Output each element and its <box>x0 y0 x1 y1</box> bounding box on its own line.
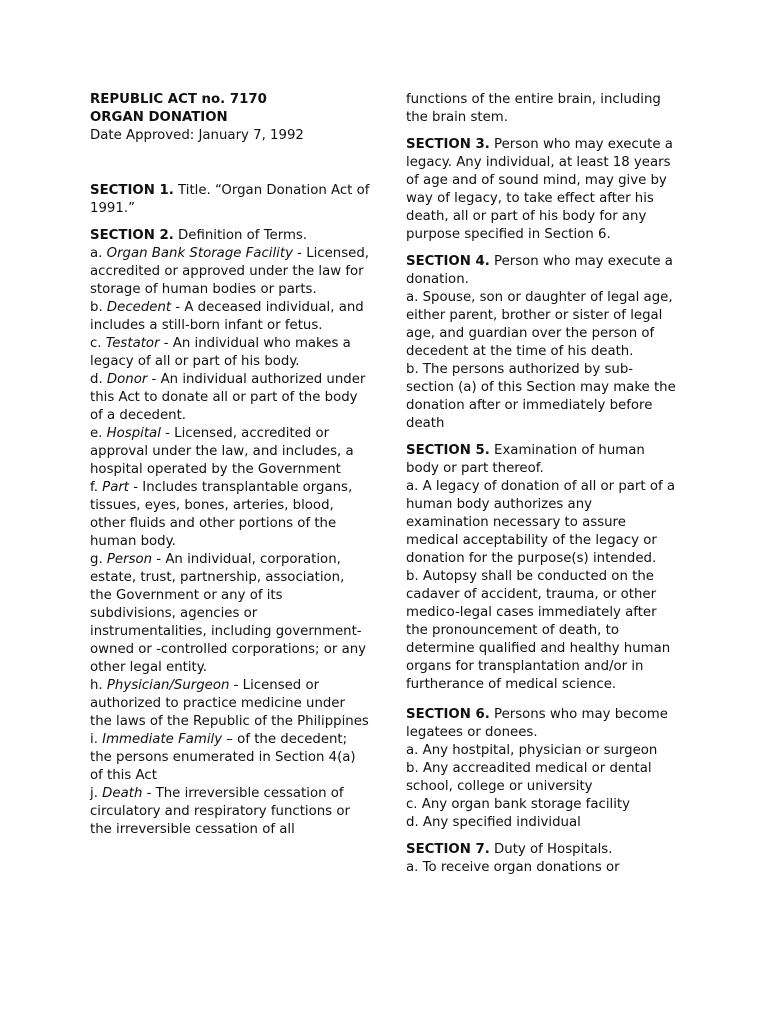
act-number: REPUBLIC ACT no. 7170 <box>90 92 267 107</box>
defined-term: Decedent <box>106 300 172 315</box>
act-title: ORGAN DONATION <box>90 110 228 125</box>
section-3 <box>406 136 678 244</box>
section-7-text: Duty of Hospitals. <box>489 842 613 857</box>
section-5 <box>406 442 678 478</box>
definition-text: - An individual, corporation, estate, trust, partnership, association, the Government or any of its subdivisions, agencies or instrumentalities, including government-owned or -controlled corporations; or any other legal entity. <box>90 552 367 675</box>
section-4 <box>406 253 678 289</box>
item-prefix: h. <box>90 678 107 693</box>
item-prefix: j. <box>90 786 103 801</box>
section-7-item-a: a. To receive organ donations or <box>406 860 620 875</box>
definition-text: - Licensed, accredited or approved under the law for storage of human bodies or parts. <box>90 246 369 297</box>
defined-term: Hospital <box>106 426 161 441</box>
defined-term: Part <box>102 480 130 495</box>
section-4-heading: SECTION 4. <box>406 254 490 269</box>
definition-item <box>90 677 370 731</box>
left-column <box>90 91 370 839</box>
item-prefix: a. <box>90 246 107 261</box>
definition-text: - The irreversible cessation of circulatory and respiratory functions or the irreversible cessation of all <box>90 786 350 837</box>
definition-text: - Licensed, accredited or approval under the law, and includes, a hospital operated by the Government <box>90 426 354 477</box>
section-5-heading: SECTION 5. <box>406 443 490 458</box>
section-1-heading: SECTION 1. <box>90 183 174 198</box>
section-6-heading: SECTION 6. <box>406 707 490 722</box>
item-prefix: g. <box>90 552 107 567</box>
definition-text: - An individual who makes a legacy of all or part of his body. <box>90 336 351 369</box>
section-5-item-b: b. Autopsy shall be conducted on the cadaver of accident, trauma, or other medico-legal cases immediately after the pronouncement of death, to determine qualified and healthy human organs for transplantation and/or in furtherance of medical science. <box>406 569 671 692</box>
right-column <box>406 91 678 877</box>
definition-text: - An individual authorized under this Act to donate all or part of the body of a decedent. <box>90 372 366 423</box>
definition-text: - A deceased individual, and includes a still-born infant or fetus. <box>90 300 364 333</box>
section-6-item: c. Any organ bank storage facility <box>406 797 630 812</box>
section-4-text: Person who may execute a donation. <box>406 254 673 287</box>
definition-text: - Licensed or authorized to practice medicine under the laws of the Republic of the Philippines <box>90 678 369 729</box>
definition-item <box>90 371 370 425</box>
defined-term: Donor <box>106 372 148 387</box>
item-prefix: c. <box>90 336 106 351</box>
defined-term: Physician/Surgeon <box>106 678 230 693</box>
defined-term: Testator <box>105 336 160 351</box>
section-4-item-b: b. The persons authorized by sub-section (a) of this Section may make the donation after or immediately before death <box>406 362 676 431</box>
section-5-text: Examination of human body or part thereof. <box>406 443 645 476</box>
section-1-text: Title. “Organ Donation Act of 1991.” <box>90 183 370 216</box>
section-2-heading: SECTION 2. <box>90 228 174 243</box>
definition-item <box>90 335 370 371</box>
date-approved: Date Approved: January 7, 1992 <box>90 128 304 143</box>
defined-term: Organ Bank Storage Facility <box>106 246 293 261</box>
section-5-item-a: a. A legacy of donation of all or part of a human body authorizes any examination necessary to assure medical acceptability of the legacy or donation for the purpose(s) intended. <box>406 479 676 566</box>
section-4-item-a: a. Spouse, son or daughter of legal age, either parent, brother or sister of legal age, and guardian over the person of decedent at the time of his death. <box>406 290 673 359</box>
item-prefix: f. <box>90 480 103 495</box>
section-3-text: Person who may execute a legacy. Any individual, at least 18 years of age and of sound mind, may give by way of legacy, to take effect after his death, all or part of his body for any purpose specified in Section 6. <box>406 137 673 242</box>
section-6-text: Persons who may become legatees or donees. <box>406 707 668 740</box>
defined-term: Person <box>106 552 153 567</box>
section-1 <box>90 182 370 218</box>
definition-text: - Includes transplantable organs, tissues, eyes, bones, arteries, blood, other fluids and other portions of the human body. <box>90 480 353 549</box>
item-prefix: b. <box>90 300 107 315</box>
section-6-item: d. Any specified individual <box>406 815 581 830</box>
definition-item <box>90 785 370 839</box>
definition-item <box>90 479 370 551</box>
section-3-heading: SECTION 3. <box>406 137 490 152</box>
defined-term: Immediate Family <box>102 732 223 747</box>
definition-item <box>90 731 370 785</box>
definition-item <box>90 245 370 299</box>
defined-term: Death <box>102 786 143 801</box>
section-2 <box>90 227 370 245</box>
definition-item <box>90 551 370 677</box>
section-6-item: b. Any accreadited medical or dental school, college or university <box>406 761 652 794</box>
definition-item <box>90 425 370 479</box>
section-7 <box>406 841 678 859</box>
item-prefix: d. <box>90 372 107 387</box>
item-prefix: i. <box>90 732 103 747</box>
definition-text: – of the decedent; the persons enumerated in Section 4(a) of this Act <box>90 732 356 783</box>
item-prefix: e. <box>90 426 107 441</box>
section-7-heading: SECTION 7. <box>406 842 490 857</box>
section-2-text: Definition of Terms. <box>173 228 308 243</box>
section-6-item: a. Any hostpital, physician or surgeon <box>406 743 658 758</box>
continued-text: functions of the entire brain, including the brain stem. <box>406 92 661 125</box>
definition-item <box>90 299 370 335</box>
section-6 <box>406 706 678 742</box>
